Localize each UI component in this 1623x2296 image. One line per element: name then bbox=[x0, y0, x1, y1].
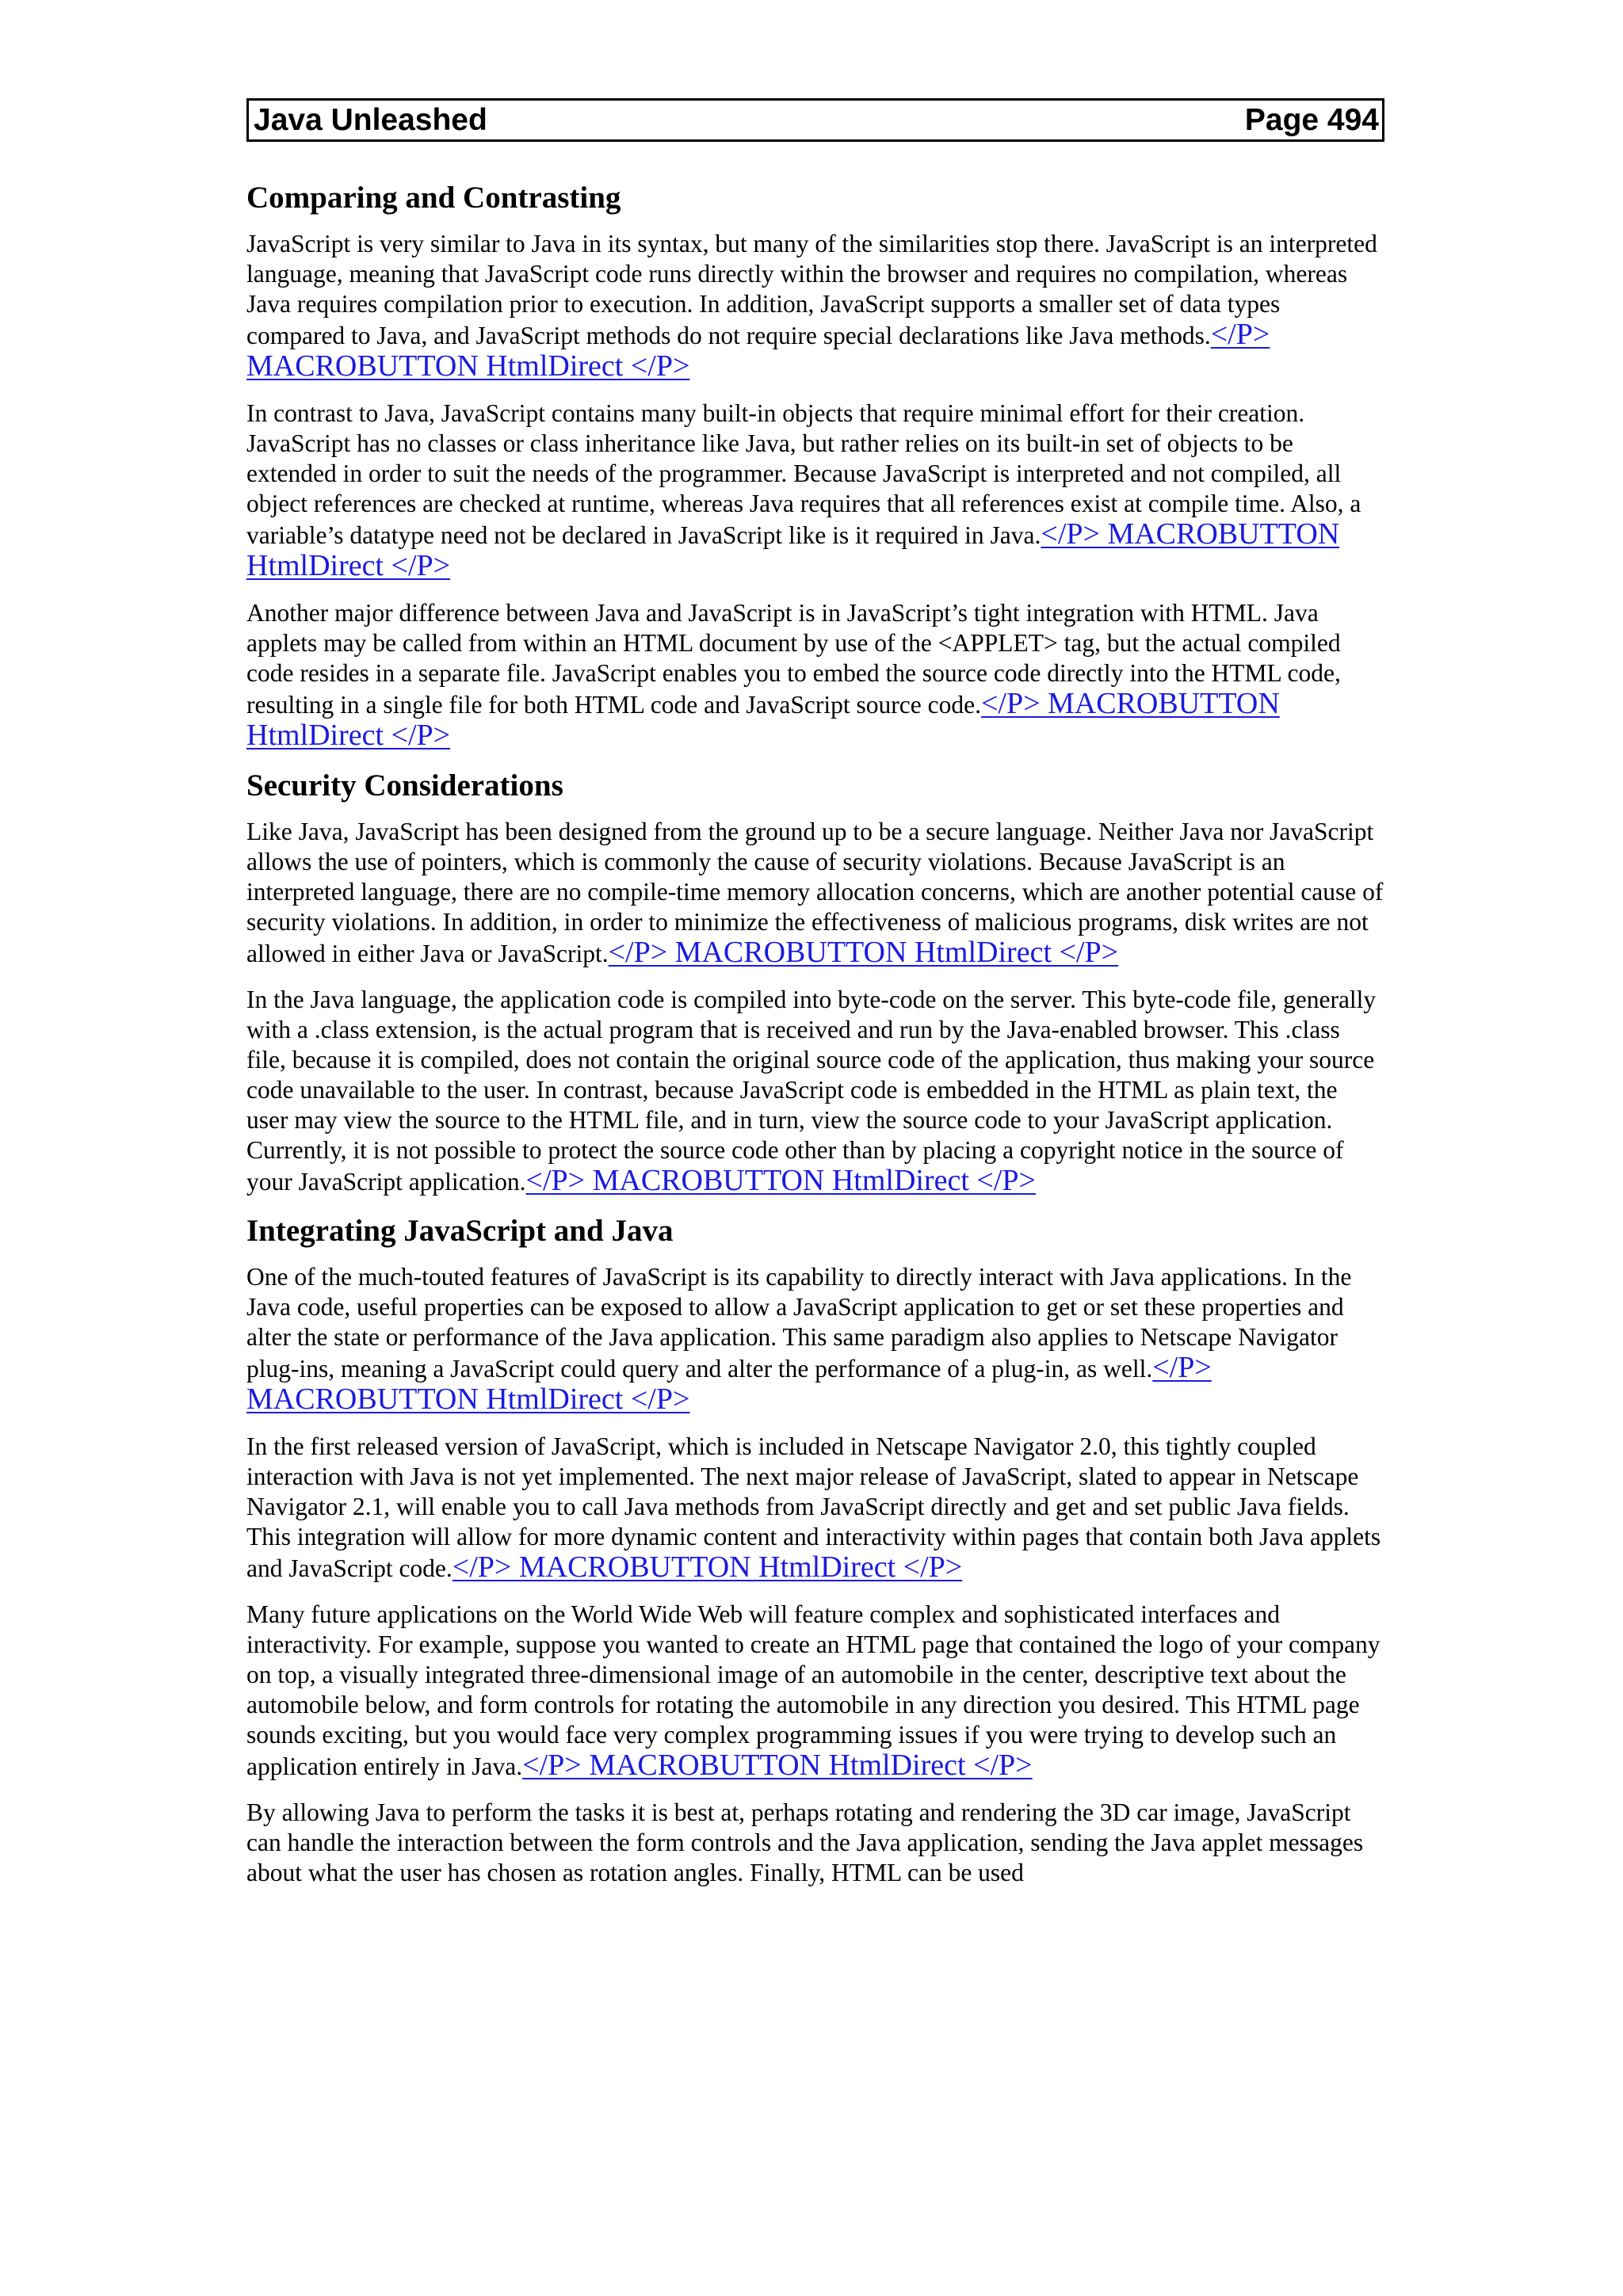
paragraph: One of the much-touted features of JavaScript is its capability to directly interact with Java applications. In the Java code, useful properties can be exposed to allow a JavaScript application to get or set these properties and alter the state or performance of the Java application. This same paradigm also applies to Netscape Navigator plug-ins, meaning a JavaScript could query and alter the performance of a plug-in, as well.</P> MACROBUTTON HtmlDirect </P> bbox=[246, 1263, 1352, 1416]
macrobutton-link[interactable]: </P> MACROBUTTON HtmlDirect </P> bbox=[246, 318, 1270, 383]
page-header bbox=[246, 98, 1384, 142]
macrobutton-link[interactable]: </P> MACROBUTTON HtmlDirect </P> bbox=[522, 1749, 1033, 1782]
section-heading: Comparing and Contrasting bbox=[246, 181, 621, 215]
section-heading: Integrating JavaScript and Java bbox=[246, 1214, 674, 1248]
macrobutton-link[interactable]: </P> MACROBUTTON HtmlDirect </P> bbox=[246, 687, 1280, 752]
macrobutton-link[interactable]: </P> MACROBUTTON HtmlDirect </P> bbox=[452, 1550, 963, 1584]
section-heading: Security Considerations bbox=[246, 769, 563, 803]
paragraph: In contrast to Java, JavaScript contains many built-in objects that require minimal effort for their creation. JavaScript has no classes or class inheritance like Java, but rather relies on its built-in set of objects to be extended in order to suit the needs of the programmer. Because JavaScript is interpreted and not compiled, all object references are checked at runtime, whereas Java requires that all references exist at compile time. Also, a variable’s datatype need not be declared in JavaScript like is it required in Java.</P> MACROBUTTON HtmlDirect </P> bbox=[246, 399, 1361, 582]
macrobutton-link[interactable]: </P> MACROBUTTON HtmlDirect </P> bbox=[246, 1351, 1212, 1416]
paragraph: In the first released version of JavaScript, which is included in Netscape Navigator 2.0, this tightly coupled interaction with Java is not yet implemented. The next major release of JavaScript, slated to appear in Netscape Navigator 2.1, will enable you to call Java methods from JavaScript directly and get and set public Java fields. This integration will allow for more dynamic content and interactivity within pages that contain both Java applets and JavaScript code.</P> MACROBUTTON HtmlDirect </P> bbox=[246, 1432, 1381, 1584]
paragraph: Like Java, JavaScript has been designed from the ground up to be a secure language. Neither Java nor JavaScript allows the use of pointers, which is commonly the cause of security violations. Because JavaScript is an interpreted language, there are no compile-time memory allocation concerns, which are another potential cause of security violations. In addition, in order to minimize the effectiveness of malicious programs, disk writes are not allowed in either Java or JavaScript.</P> MACROBUTTON HtmlDirect </P> bbox=[246, 818, 1384, 969]
paragraph: Another major difference between Java and JavaScript is in JavaScript’s tight integration with HTML. Java applets may be called from within an HTML document by use of the <APPLET> tag, but the actual compiled code resides in a separate file. JavaScript enables you to embed the source code directly into the HTML code, resulting in a single file for both HTML code and JavaScript source code.</P> MACROBUTTON HtmlDirect </P> bbox=[246, 599, 1341, 752]
document-body bbox=[246, 180, 1384, 1888]
macrobutton-link[interactable]: </P> MACROBUTTON HtmlDirect </P> bbox=[246, 517, 1340, 582]
macrobutton-link[interactable]: </P> MACROBUTTON HtmlDirect </P> bbox=[608, 936, 1119, 969]
paragraph: Many future applications on the World Wide Web will feature complex and sophisticated interfaces and interactivity. For example, suppose you wanted to create an HTML page that contained the logo of your company on top, a visually integrated three-dimensional image of an automobile in the center, descriptive text about the automobile below, and form controls for rotating the automobile in any direction you desired. This HTML page sounds exciting, but you would face very complex programming issues if you were trying to develop such an application entirely in Java.</P> MACROBUTTON HtmlDirect </P> bbox=[246, 1600, 1381, 1782]
paragraph: By allowing Java to perform the tasks it is best at, perhaps rotating and rendering the 3D car image, JavaScript can handle the interaction between the form controls and the Java application, sending the Java applet messages about what the user has chosen as rotation angles. Finally, HTML can be used bbox=[246, 1798, 1364, 1886]
book-title: Java Unleashed bbox=[254, 102, 487, 137]
page-number: Page 494 bbox=[1244, 102, 1379, 137]
macrobutton-link[interactable]: </P> MACROBUTTON HtmlDirect </P> bbox=[525, 1164, 1036, 1197]
paragraph: JavaScript is very similar to Java in its syntax, but many of the similarities stop there. JavaScript is an interpreted language, meaning that JavaScript code runs directly within the browser and requires no compilation, whereas Java requires compilation prior to execution. In addition, JavaScript supports a smaller set of data types compared to Java, and JavaScript methods do not require special declarations like Java methods.</P> MACROBUTTON HtmlDirect </P> bbox=[246, 230, 1377, 383]
document-page bbox=[246, 98, 1384, 1904]
paragraph: In the Java language, the application code is compiled into byte-code on the server. This byte-code file, generally with a .class extension, is the actual program that is received and run by the Java-enabled browser. This .class file, because it is compiled, does not contain the original source code of the application, thus making your source code unavailable to the user. In contrast, because JavaScript code is embedded in the HTML as plain text, the user may view the source to the HTML file, and in turn, view the source code to your JavaScript application. Currently, it is not possible to protect the source code other than by placing a copyright notice in the source of your JavaScript application.</P> MACROBUTTON HtmlDirect </P> bbox=[246, 986, 1377, 1197]
